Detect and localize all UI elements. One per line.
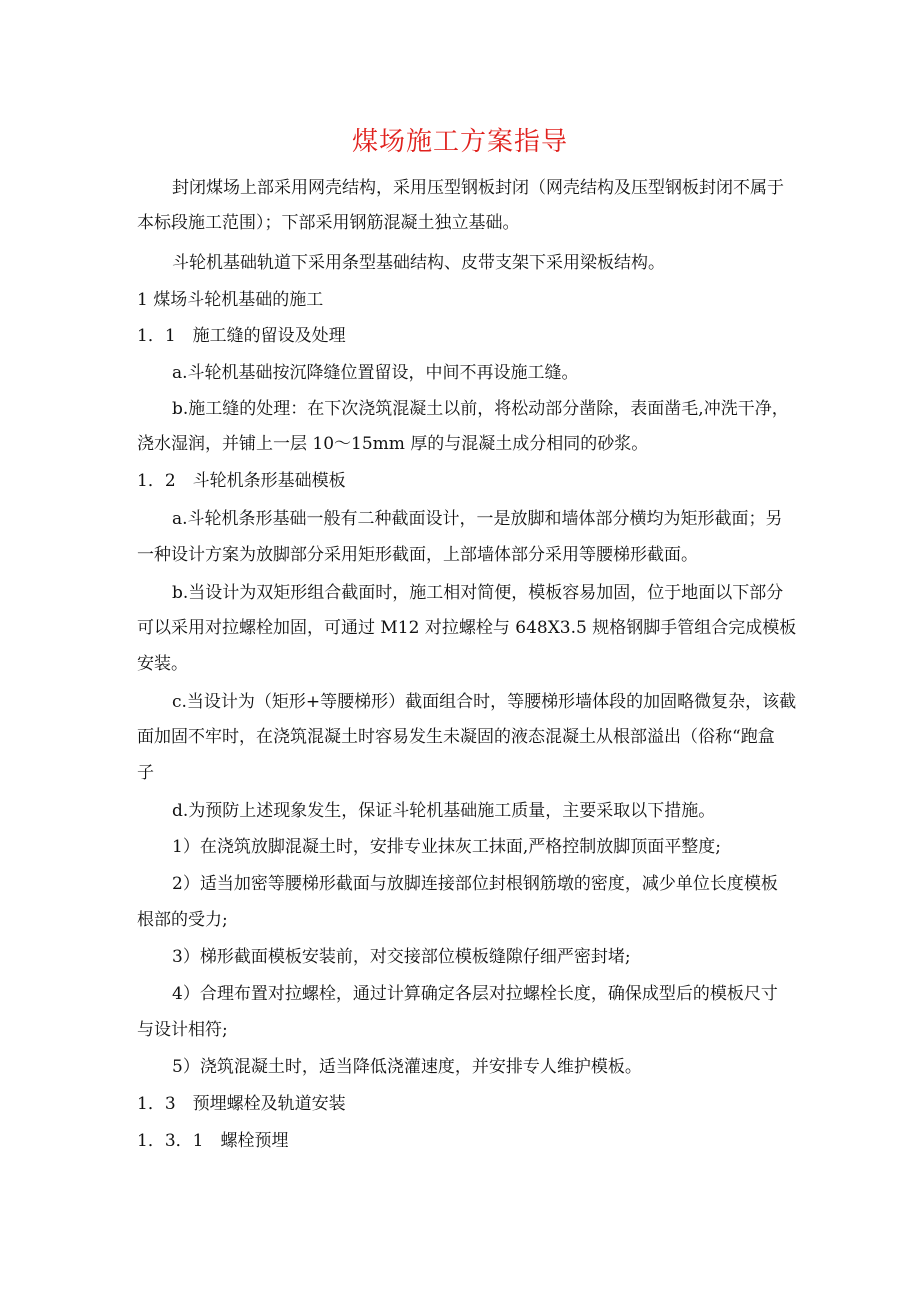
paragraph-intro-line-1: 封闭煤场上部采用网壳结构，采用压型钢板封闭（网壳结构及压型钢板封闭不属于: [172, 178, 784, 198]
measure-2-line-2: 根部的受力;: [137, 910, 228, 930]
item-b-line-1: b.施工缝的处理：在下次浇筑混凝土以前，将松动部分凿除，表面凿毛,冲洗干净，: [172, 399, 789, 419]
measure-2-line-1: 2）适当加密等腰梯形截面与放脚连接部位封根钢筋墩的密度，减少单位长度模板: [172, 874, 778, 894]
item-b2-line-2: 可以采用对拉螺栓加固，可通过 M12 对拉螺栓与 648X3.5 规格钢脚手管组合完成模板: [137, 618, 797, 638]
measure-4-line-1: 4）合理布置对拉螺栓，通过计算确定各层对拉螺栓长度，确保成型后的模板尺寸: [172, 984, 778, 1004]
measure-4-line-2: 与设计相符;: [137, 1020, 228, 1040]
measure-3-line-1: 3）梯形截面模板安装前，对交接部位模板缝隙仔细严密封堵;: [172, 947, 631, 967]
paragraph-conveyor-line: 斗轮机基础轨道下采用条型基础结构、皮带支架下采用梁板结构。: [172, 253, 665, 273]
paragraph-intro-line-2: 本标段施工范围）；下部采用钢筋混凝土独立基础。: [137, 213, 520, 233]
item-b2-line-3: 安装。: [137, 654, 188, 674]
item-a2-line-1: a.斗轮机条形基础一般有二种截面设计，一是放脚和墙体部分横均为矩形截面；另: [172, 509, 783, 529]
item-c-line-1: c.当设计为（矩形+等腰梯形）截面组合时，等腰梯形墙体段的加固略微复杂，该截: [172, 692, 797, 712]
section-heading-1: 1 煤场斗轮机基础的施工: [137, 290, 324, 310]
measure-5-line-1: 5）浇筑混凝土时，适当降低浇灌速度，并安排专人维护模板。: [172, 1057, 642, 1077]
item-b-line-2: 浇水湿润，并铺上一层 10～15mm 厚的与混凝土成分相同的砂浆。: [137, 434, 649, 454]
item-a2-line-2: 一种设计方案为放脚部分采用矩形截面，上部墙体部分采用等腰梯形截面。: [137, 545, 698, 565]
item-a-line-1: a.斗轮机基础按沉降缝位置留设，中间不再设施工缝。: [172, 363, 579, 383]
measure-1-line-1: 1）在浇筑放脚混凝土时，安排专业抹灰工抹面,严格控制放脚顶面平整度;: [172, 837, 721, 857]
item-d-line-1: d.为预防上述现象发生，保证斗轮机基础施工质量，主要采取以下措施。: [172, 801, 716, 821]
item-b2-line-1: b.当设计为双矩形组合截面时，施工相对简便，模板容易加固，位于地面以下部分: [172, 583, 784, 603]
section-heading-1-3-1: 1．3．1 螺栓预埋: [137, 1131, 289, 1151]
item-c-line-3: 子: [137, 763, 154, 783]
section-heading-1-3: 1．3 预埋螺栓及轨道安装: [137, 1094, 346, 1114]
item-c-line-2: 面加固不牢时，在浇筑混凝土时容易发生未凝固的液态混凝土从根部溢出（俗称“跑盒: [137, 727, 775, 747]
document-title: 煤场施工方案指导: [351, 127, 568, 157]
section-heading-1-2: 1．2 斗轮机条形基础模板: [137, 471, 346, 491]
section-heading-1-1: 1．1 施工缝的留设及处理: [137, 326, 346, 346]
